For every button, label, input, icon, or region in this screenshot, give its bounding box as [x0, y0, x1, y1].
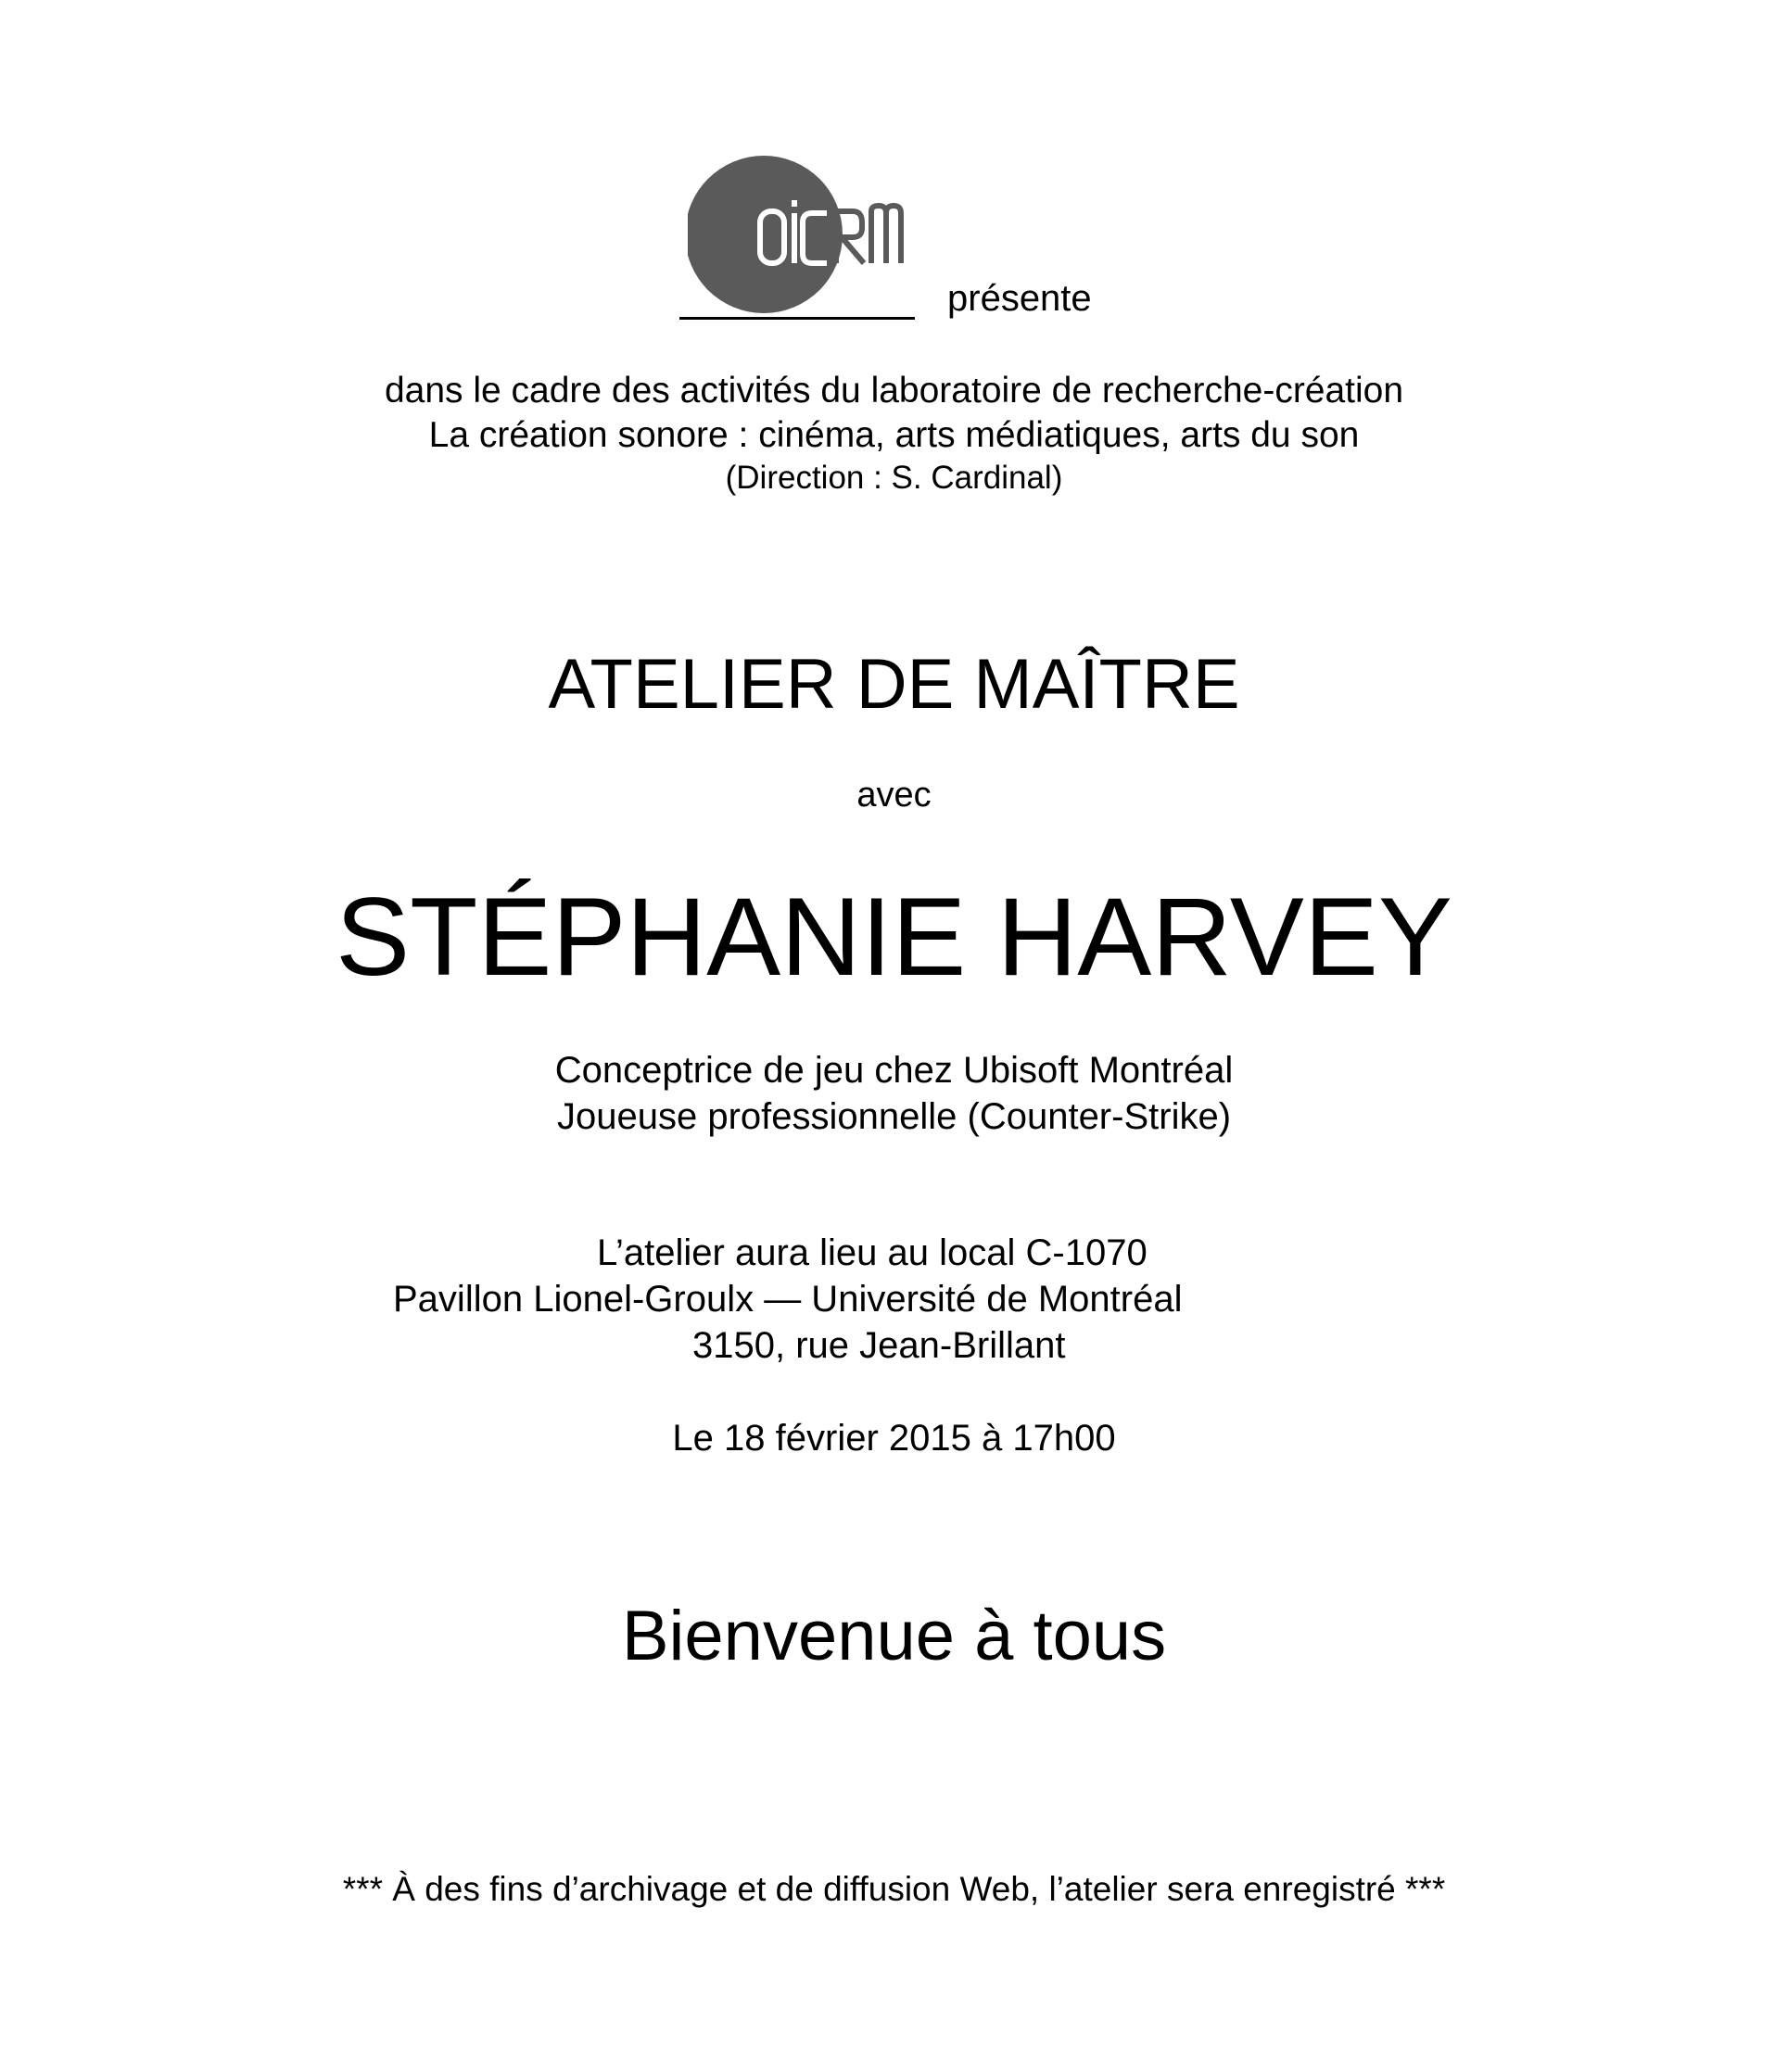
- recording-notice: *** À des fins d’archivage et de diffusion Web, l’atelier sera enregistré ***: [342, 1870, 1446, 1908]
- oicrm-logo: [688, 156, 919, 313]
- location-line-1: L’atelier aura lieu au local C-1070: [597, 1232, 1148, 1273]
- location-line-3: 3150, rue Jean-Brillant: [692, 1325, 1066, 1366]
- event-title: ATELIER DE MAÎTRE: [548, 645, 1240, 724]
- logo-underline: [679, 317, 915, 320]
- welcome-text: Bienvenue à tous: [621, 1597, 1167, 1675]
- speaker-name: STÉPHANIE HARVEY: [336, 875, 1452, 999]
- event-date: Le 18 février 2015 à 17h00: [672, 1418, 1116, 1459]
- with-label: avec: [856, 776, 932, 815]
- speaker-role-1: Conceptrice de jeu chez Ubisoft Montréal: [554, 1050, 1234, 1091]
- location-line-2: Pavillon Lionel-Groulx — Université de Montréal: [393, 1279, 1183, 1320]
- oicrm-logo-graphic: [688, 156, 919, 313]
- intro-line-3: (Direction : S. Cardinal): [725, 460, 1063, 496]
- intro-line-1: dans le cadre des activités du laboratoire de recherche-création: [384, 371, 1404, 411]
- speaker-role-2: Joueuse professionnelle (Counter-Strike): [556, 1096, 1232, 1137]
- intro-line-2: La création sonore : cinéma, arts médiatiques, arts du son: [428, 415, 1360, 455]
- presents-label: présente: [947, 278, 1092, 319]
